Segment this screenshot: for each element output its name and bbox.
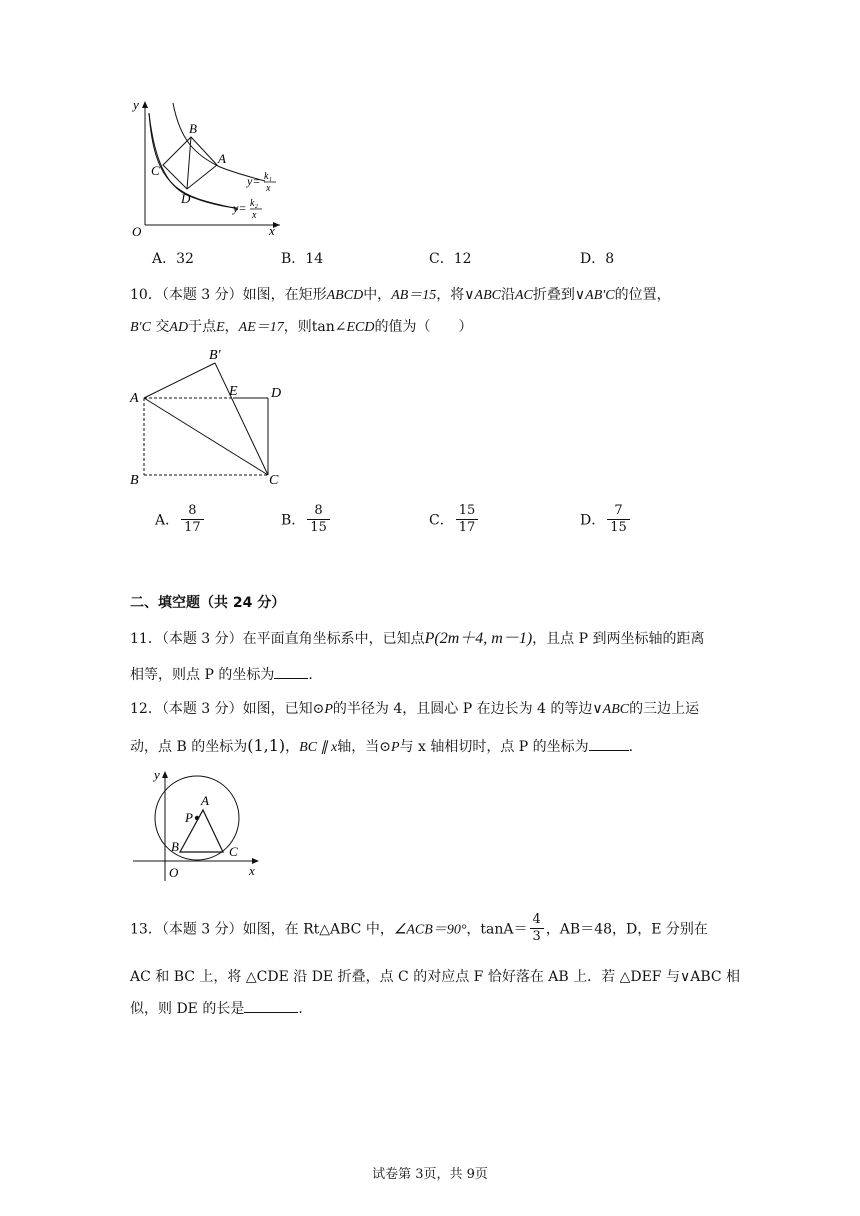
q9-option-a[interactable]: A．32 <box>152 251 194 267</box>
fig9-d: D <box>181 191 191 206</box>
q12-line1: 12．（本题 3 分）如图，已知⊙P的半径为 4，且圆心 P 在边长为 4 的等边∨ABC的三边上运 <box>130 701 700 717</box>
q13-line2: AC 和 BC 上，将 △CDE 沿 DE 折叠，点 C 的对应点 F 恰好落在 AB 上．若 △DEF 与∨ABC 相 <box>130 969 741 985</box>
fig12-o: O <box>169 865 179 880</box>
fig10-a: A <box>130 391 139 406</box>
q10-option-b[interactable]: B． $\frac{8}{15}$ <box>281 503 332 536</box>
fig10-bp: B′ <box>209 348 221 363</box>
fig10-e: E <box>229 384 238 399</box>
fig10-d: D <box>271 386 282 401</box>
fig12-b: B <box>171 839 179 854</box>
fig12-a: A <box>201 793 209 808</box>
q10-figure <box>125 345 295 490</box>
q9-option-c[interactable]: C．12 <box>429 251 472 267</box>
fig12-y: y <box>154 767 160 782</box>
q10-option-d[interactable]: D． $\frac{7}{15}$ <box>580 503 632 536</box>
fig9-c: C <box>151 163 160 178</box>
q11-line1: 11．（本题 3 分）在平面直角坐标系中，已知点P(2m＋4, m－1)，且点 P 到两坐标轴的距离 <box>130 630 705 647</box>
svg-text:y=: y= <box>247 174 261 188</box>
fig9-x: x <box>269 223 275 238</box>
q12-figure <box>125 765 265 885</box>
q12-answer-blank[interactable] <box>589 738 629 751</box>
page-footer: 试卷第 3页，共 9页 <box>372 1167 488 1182</box>
fig10-c: C <box>269 473 279 488</box>
fig12-p: P <box>185 810 193 825</box>
q11-answer-blank[interactable] <box>274 666 308 679</box>
q10-line2: B′C 交AD于点E，AE＝17，则tan∠ECD的值为（ ） <box>130 319 473 335</box>
q11-line2: 相等，则点 P 的坐标为 . <box>130 667 313 683</box>
q9-option-d[interactable]: D．8 <box>580 251 615 267</box>
svg-text:x: x <box>266 183 271 194</box>
q10-option-c[interactable]: C． $\frac{15}{17}$ <box>429 503 480 536</box>
fig9-k2: k₂ <box>250 198 258 209</box>
svg-text:x: x <box>252 210 257 221</box>
fig9-o: O <box>132 224 142 239</box>
fig12-c: C <box>229 844 238 859</box>
q13-line3: 似，则 DE 的长是 . <box>130 1001 303 1017</box>
q10-line1: 10．（本题 3 分）如图，在矩形ABCD中，AB＝15，将∨ABC沿AC折叠到∨AB′C的位置， <box>130 287 671 303</box>
fig9-y: y <box>133 97 139 112</box>
q13-line1: 13．（本题 3 分）如图，在 Rt△ABC 中，∠ACB＝90°，tanA＝ $\frac{4}{3}$ ，AB＝48，D，E 分别在 <box>130 912 708 944</box>
q10-option-a[interactable]: A． $\frac{8}{17}$ <box>155 503 206 536</box>
fig12-x: x <box>249 863 255 878</box>
svg-text:y=: y= <box>233 201 247 215</box>
fig9-b: B <box>189 121 197 136</box>
fig9-a: A <box>218 151 226 166</box>
fig9-k1: k₁ <box>264 171 272 182</box>
q12-line2: 动，点 B 的坐标为(1,1)，BC ∥ x轴，当⊙P与 x 轴相切时，点 P 的坐标为 . <box>130 736 634 755</box>
section-heading: 二、填空题（共 24 分） <box>130 595 286 611</box>
q13-answer-blank[interactable] <box>244 1000 298 1013</box>
q9-option-b[interactable]: B．14 <box>281 251 324 267</box>
q9-figure <box>125 95 290 240</box>
fig10-b: B <box>130 473 139 488</box>
